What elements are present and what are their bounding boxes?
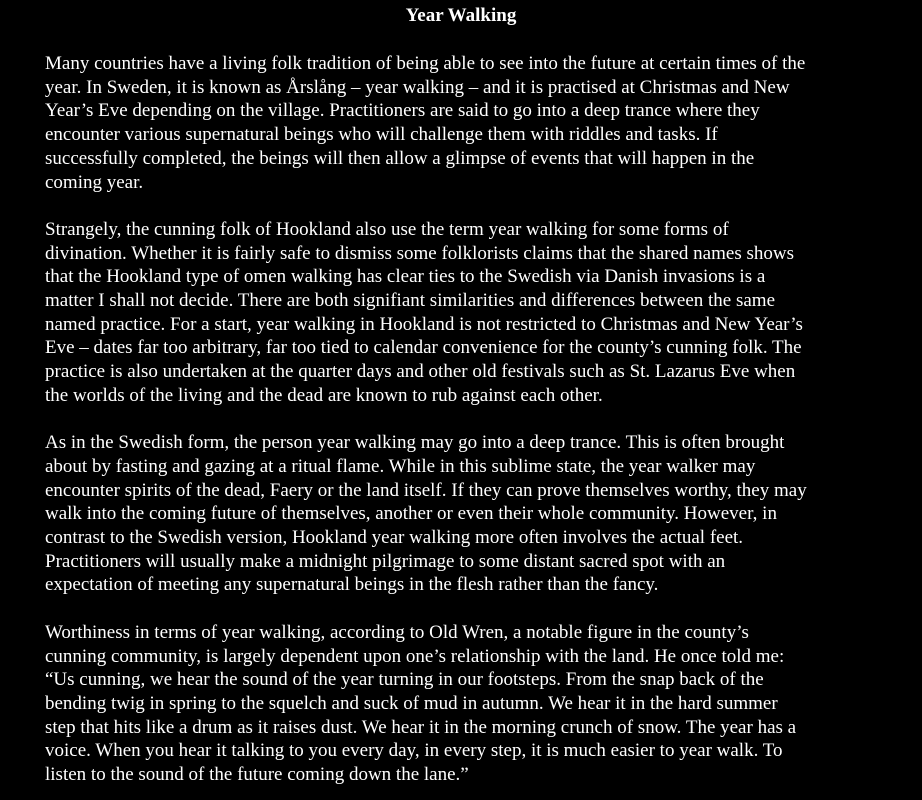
text-line: step that hits like a drum as it raises dust. We hear it in the morning crunch of snow. The year has a (45, 716, 797, 738)
text-line: about by fasting and gazing at a ritual flame. While in this sublime state, the year walker may (45, 455, 756, 477)
text-line: divination. Whether it is fairly safe to dismiss some folklorists claims that the shared names shows (45, 242, 794, 264)
text-line: listen to the sound of the future coming down the lane.” (45, 764, 469, 786)
text-line: As in the Swedish form, the person year walking may go into a deep trance. This is often brought (45, 432, 785, 454)
text-line: Year’s Eve depending on the village. Practitioners are said to go into a deep trance where they (45, 100, 760, 122)
text-line: cunning community, is largely dependent upon one’s relationship with the land. He once told me: (45, 645, 785, 667)
text-line: named practice. For a start, year walking in Hookland is not restricted to Christmas and New Year’s (45, 313, 803, 335)
text-line: practice is also undertaken at the quarter days and other old festivals such as St. Lazarus Eve when (45, 361, 796, 383)
text-line: matter I shall not decide. There are both signifiant similarities and differences between the same (45, 290, 776, 312)
document-body (45, 52, 895, 787)
text-line: “Us cunning, we hear the sound of the year turning in our footsteps. From the snap back of the (45, 669, 764, 691)
paragraph-1 (45, 52, 895, 194)
text-line: contrast to the Swedish version, Hookland year walking more often involves the actual feet. (45, 527, 744, 549)
text-line: Practitioners will usually make a midnight pilgrimage to some distant sacred spot with an (45, 550, 726, 572)
paragraph-3 (45, 431, 895, 597)
text-line: Many countries have a living folk tradition of being able to see into the future at certain times of the (45, 53, 806, 74)
text-line: year. In Sweden, it is known as Årslång – year walking – and it is practised at Christmas and New (45, 76, 790, 98)
document-title: Year Walking (405, 5, 517, 26)
text-line: bending twig in spring to the squelch and suck of mud in autumn. We hear it in the hard summer (45, 692, 778, 714)
paragraph-4 (45, 621, 895, 787)
text-line: that the Hookland type of omen walking has clear ties to the Swedish via Danish invasions is a (45, 266, 766, 288)
text-line: encounter spirits of the dead, Faery or the land itself. If they can prove themselves worthy, they may (45, 479, 807, 501)
text-line: coming year. (45, 171, 144, 193)
text-line: successfully completed, the beings will then allow a glimpse of events that will happen in the (45, 147, 755, 169)
paragraph-2 (45, 218, 895, 408)
text-line: encounter various supernatural beings who will challenge them with riddles and tasks. If (45, 124, 718, 146)
text-line: the worlds of the living and the dead are known to rub against each other. (45, 384, 603, 406)
text-line: Worthiness in terms of year walking, according to Old Wren, a notable figure in the county’s (45, 621, 749, 643)
text-line: expectation of meeting any supernatural beings in the flesh rather than the fancy. (45, 574, 659, 596)
text-line: walk into the coming future of themselves, another or even their whole community. However, in (45, 503, 777, 525)
text-line: Eve – dates far too arbitrary, far too tied to calendar convenience for the county’s cunning folk. The (45, 337, 802, 359)
text-line: voice. When you hear it talking to you every day, in every step, it is much easier to year walk. To (45, 740, 783, 762)
text-line: Strangely, the cunning folk of Hookland also use the term year walking for some forms of (45, 218, 729, 240)
